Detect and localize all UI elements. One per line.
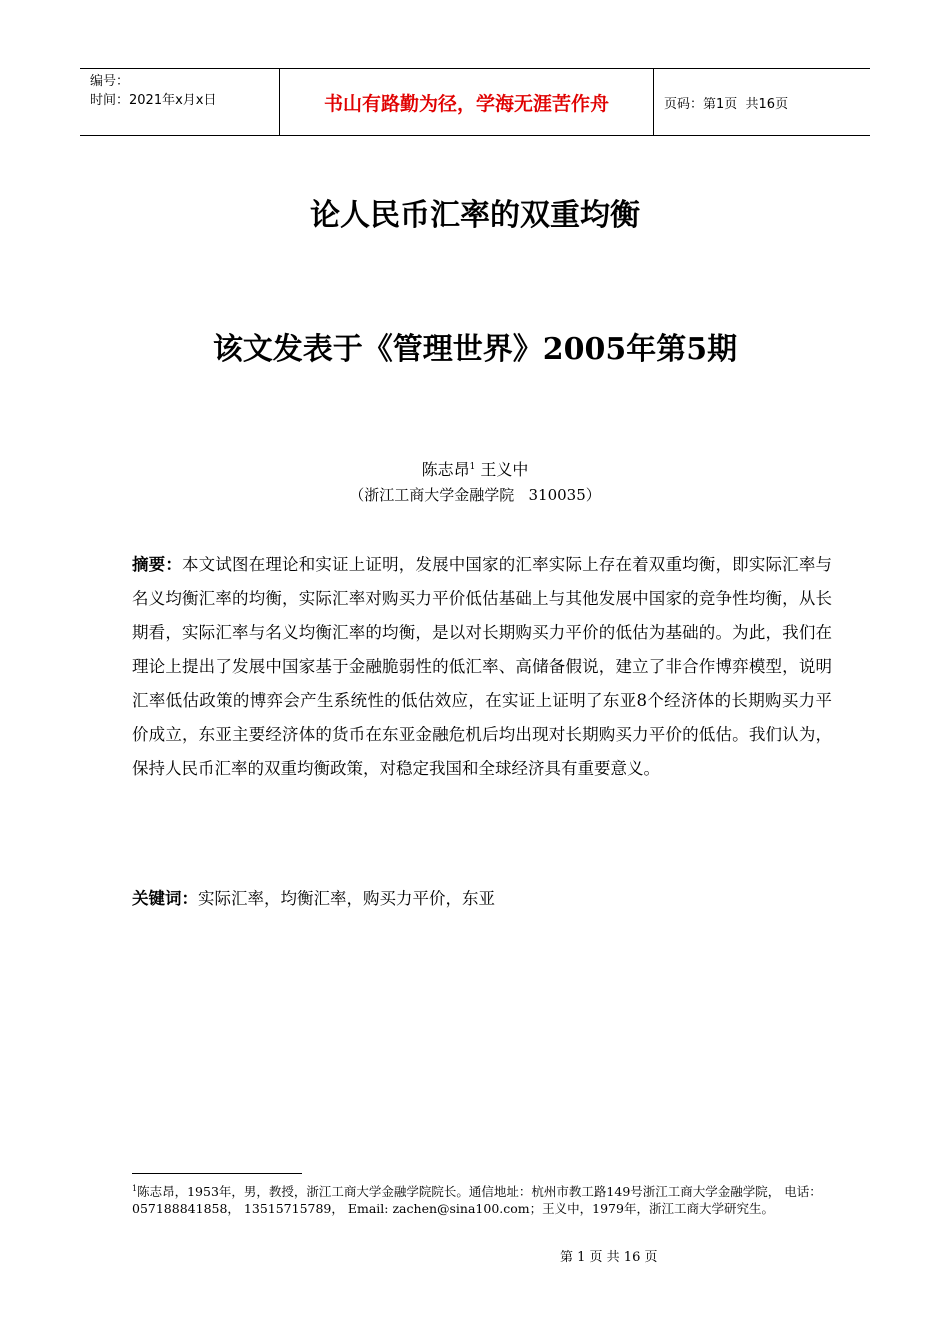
header-page-info: 页码：第1页 共16页 [664,96,789,112]
header-table [80,68,870,136]
abstract-label: 摘要： [132,555,183,574]
header-meta [80,69,280,135]
authors-line [0,457,950,480]
footnote [132,1180,822,1217]
footnote-divider [132,1173,302,1174]
footnote-mark: 1 [132,1184,138,1193]
author-first: 陈志昂 [421,460,470,479]
keywords-label: 关键词： [132,889,198,908]
footnote-reference[interactable]: 1 [469,462,476,472]
number-label: 编号： [90,74,130,89]
affiliation: （浙江工商大学金融学院 310035） [349,486,601,504]
document-title: 论人民币汇率的双重均衡 [310,198,640,233]
author-second: 王义中 [480,460,529,479]
date-label: 时间：2021年x月x日 [90,93,217,108]
page-footer: 第 1 页 共 16 页 [560,1250,658,1265]
abstract-paragraph [132,548,832,786]
keywords-line [132,884,832,914]
document-subtitle: 该文发表于《管理世界》2005年第5期 [212,332,738,367]
header-motto: 书山有路勤为径，学海无涯苦作舟 [280,69,654,135]
footnote-text: 陈志昂，1953年，男，教授，浙江工商大学金融学院院长。通信地址：杭州市教工路149号浙江工商大学金融学院， 电话：057188841858， 13515715789， Email: zachen@sina100.com；王义中，1979年，浙江工商大学研究生。 [132,1184,822,1216]
abstract-text: 本文试图在理论和实证上证明，发展中国家的汇率实际上存在着双重均衡，即实际汇率与名义均衡汇率的均衡，实际汇率对购买力平价低估基础上与其他发展中国家的竞争性均衡，从长期看，实际汇率与名义均衡汇率的均衡，是以对长期购买力平价的低估为基础的。为此，我们在理论上提出了发展中国家基于金融脆弱性的低汇率、高储备假说，建立了非合作博弈模型，说明汇率低估政策的博弈会产生系统性的低估效应，在实证上证明了东亚8个经济体的长期购买力平价成立，东亚主要经济体的货币在东亚金融危机后均出现对长期购买力平价的低估。我们认为，保持人民币汇率的双重均衡政策，对稳定我国和全球经济具有重要意义。 [132,555,833,778]
keywords-text: 实际汇率，均衡汇率，购买力平价，东亚 [198,889,495,908]
